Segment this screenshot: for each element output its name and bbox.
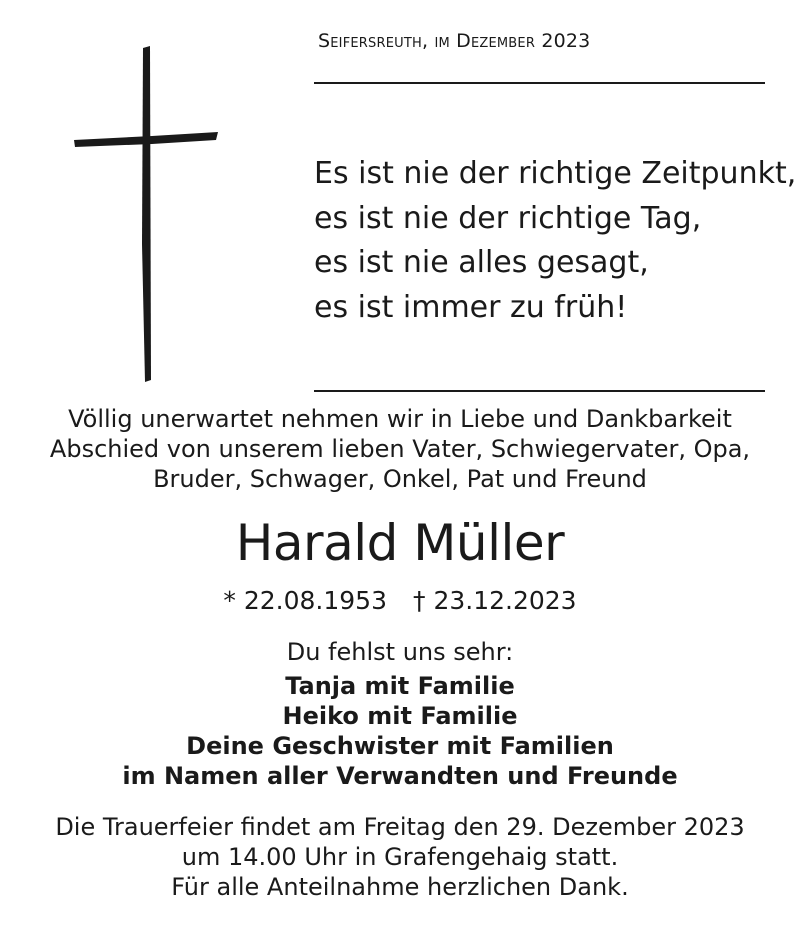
funeral-service-info: [0, 812, 800, 902]
mourner-name: Heiko mit Familie: [282, 702, 518, 730]
poem-line: Es ist nie der richtige Zeitpunkt,: [314, 156, 797, 191]
mourner-name: im Namen aller Verwandten und Freunde: [122, 762, 678, 790]
death-date: † 23.12.2023: [413, 586, 577, 615]
poem-line: es ist immer zu früh!: [314, 289, 628, 325]
poem-line: es ist nie alles gesagt,: [314, 245, 649, 280]
poem-line: es ist nie der richtige Tag,: [314, 200, 702, 236]
divider-top: [314, 82, 765, 84]
service-line: Die Trauerfeier findet am Freitag den 29. Dezember 2023: [55, 813, 745, 841]
mourner-name: Deine Geschwister mit Familien: [186, 732, 614, 760]
poem: [314, 152, 796, 330]
mourners-intro: Du fehlst uns sehr:: [286, 638, 514, 666]
announcement-line: Bruder, Schwager, Onkel, Pat und Freund: [153, 465, 647, 493]
deceased-name: Harald Müller: [235, 514, 565, 572]
divider-bottom: [314, 390, 765, 392]
cross-icon: [72, 44, 222, 386]
service-line: um 14.00 Uhr in Grafengehaig statt.: [181, 843, 619, 871]
mourner-name: Tanja mit Familie: [285, 672, 515, 700]
announcement-line: Abschied von unserem lieben Vater, Schwiegervater, Opa,: [49, 435, 751, 463]
service-line: Für alle Anteilnahme herzlichen Dank.: [171, 873, 629, 901]
life-dates: [0, 583, 800, 619]
dateline: Seifersreuth, im Dezember 2023: [318, 30, 591, 52]
announcement-text: [0, 404, 800, 494]
birth-date: * 22.08.1953: [223, 586, 387, 615]
announcement-line: Völlig unerwartet nehmen wir in Liebe und Dankbarkeit: [68, 405, 732, 433]
mourners-list: [0, 671, 800, 791]
